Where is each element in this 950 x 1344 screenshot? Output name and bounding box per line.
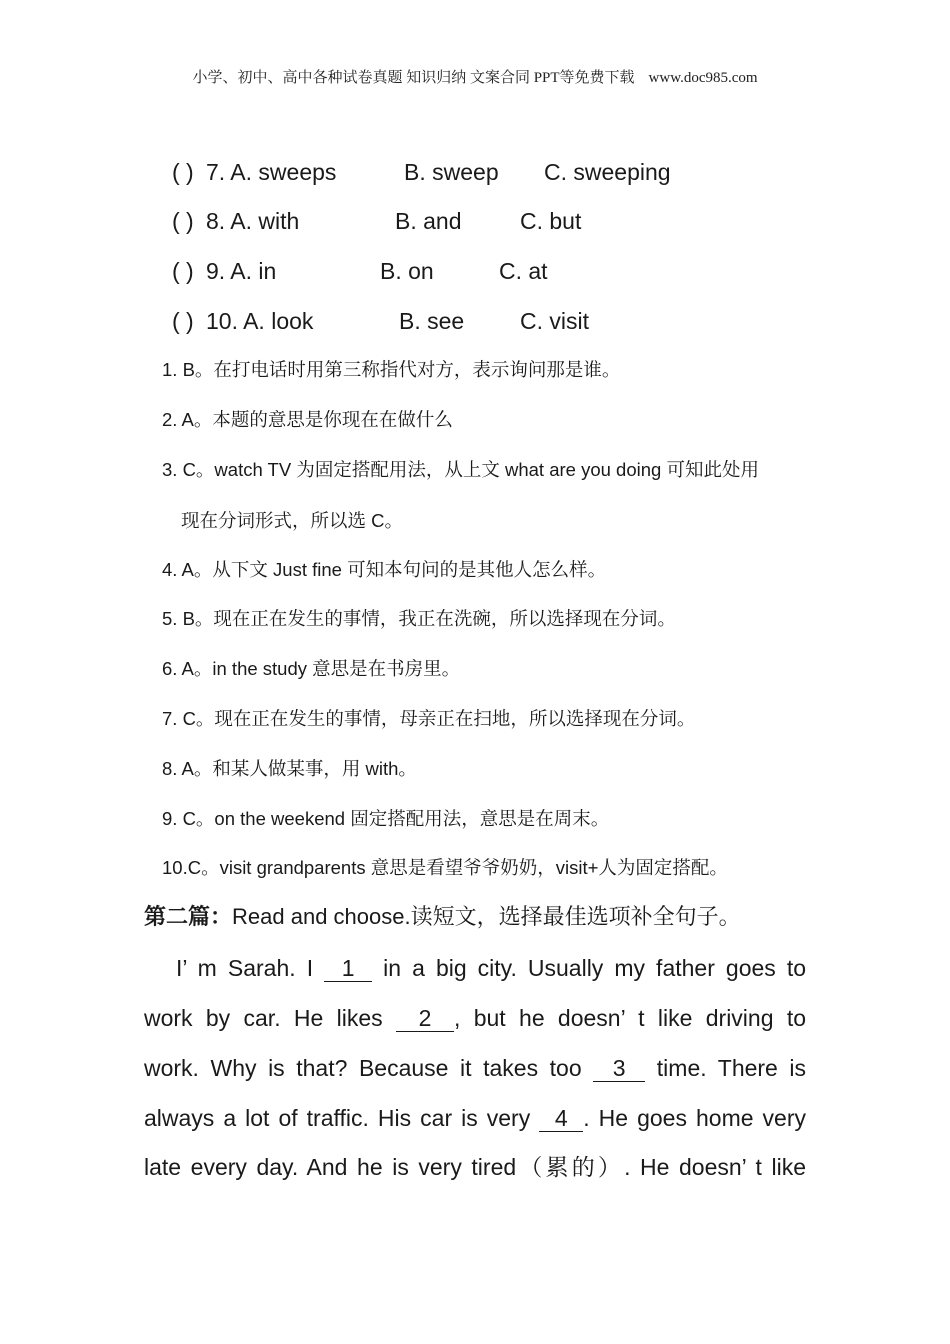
option-c: C. sweeping <box>544 159 671 185</box>
explanation-7: 7. C。现在正在发生的事情，母亲正在扫地，所以选择现在分词。 <box>162 708 696 729</box>
section-title <box>144 901 741 933</box>
section-label: 第二篇： <box>144 904 233 929</box>
explanation-2: 2. A。本题的意思是你现在在做什么 <box>162 409 453 430</box>
explanation-5: 5. B。现在正在发生的事情，我正在洗碗，所以选择现在分词。 <box>162 608 676 629</box>
explanation-9: 9. C。on the weekend 固定搭配用法，意思是在周末。 <box>162 808 610 829</box>
passage-text: , but he doesn’ t like driving to <box>454 1005 807 1031</box>
answer-paren: ( ) <box>172 208 194 234</box>
option-b: B. on <box>380 258 434 284</box>
blank-4: 4 <box>539 1105 583 1132</box>
passage-text: work by car. He likes <box>144 1005 383 1031</box>
passage-line-4 <box>144 1101 806 1135</box>
option-a: 7. A. sweeps <box>206 159 337 185</box>
answer-paren: ( ) <box>172 308 194 334</box>
passage-text: time. There is <box>656 1055 807 1081</box>
answer-paren: ( ) <box>172 258 194 284</box>
answer-paren: ( ) <box>172 159 194 185</box>
passage-line-2 <box>144 1001 806 1035</box>
explanation-8: 8. A。和某人做某事，用 with。 <box>162 758 417 779</box>
explanation-3: 3. C。watch TV 为固定搭配用法，从上文 what are you doing 可知此处用 <box>162 459 759 480</box>
explanation-4: 4. A。从下文 Just fine 可知本句问的是其他人怎么样。 <box>162 559 607 580</box>
passage-line-1 <box>176 951 806 985</box>
passage-text: work. Why is that? Because it takes too <box>144 1055 582 1081</box>
explanation-1: 1. B。在打电话时用第三称指代对方，表示询问那是谁。 <box>162 359 621 380</box>
option-b: B. and <box>395 208 462 234</box>
option-c: C. at <box>499 258 548 284</box>
page-header <box>0 66 950 87</box>
passage-text: . He goes home very <box>583 1105 807 1131</box>
option-c: C. visit <box>520 308 589 334</box>
blank-2: 2 <box>396 1005 454 1032</box>
explanation-10: 10.C。visit grandparents 意思是看望爷爷奶奶，visit+人为固定搭配。 <box>162 857 728 878</box>
option-b: B. sweep <box>404 159 499 185</box>
blank-1: 1 <box>324 955 372 982</box>
section-instruction: Read and choose.读短文，选择最佳选项补全句子。 <box>232 904 741 929</box>
option-a: 8. A. with <box>206 208 300 234</box>
explanation-3-cont: 现在分词形式，所以选 C。 <box>181 510 404 531</box>
option-c: C. but <box>520 208 582 234</box>
explanation-6: 6. A。in the study 意思是在书房里。 <box>162 658 461 679</box>
passage-text: always a lot of traffic. His car is very <box>144 1105 531 1131</box>
option-a: 10. A. look <box>206 308 314 334</box>
header-text: 小学、初中、高中各种试卷真题 知识归纳 文案合同 PPT等免费下载 <box>192 70 635 86</box>
passage-text: in a big city. Usually my father goes to <box>383 955 806 981</box>
passage-text: I’ m Sarah. I <box>176 955 314 981</box>
option-a: 9. A. in <box>206 258 277 284</box>
passage-line-3 <box>144 1051 806 1085</box>
option-b: B. see <box>399 308 465 334</box>
passage-line-5: late every day. And he is very tired（累的）. He doesn’ t like <box>144 1154 806 1180</box>
header-site: www.doc985.com <box>648 70 758 86</box>
blank-3: 3 <box>593 1055 645 1082</box>
